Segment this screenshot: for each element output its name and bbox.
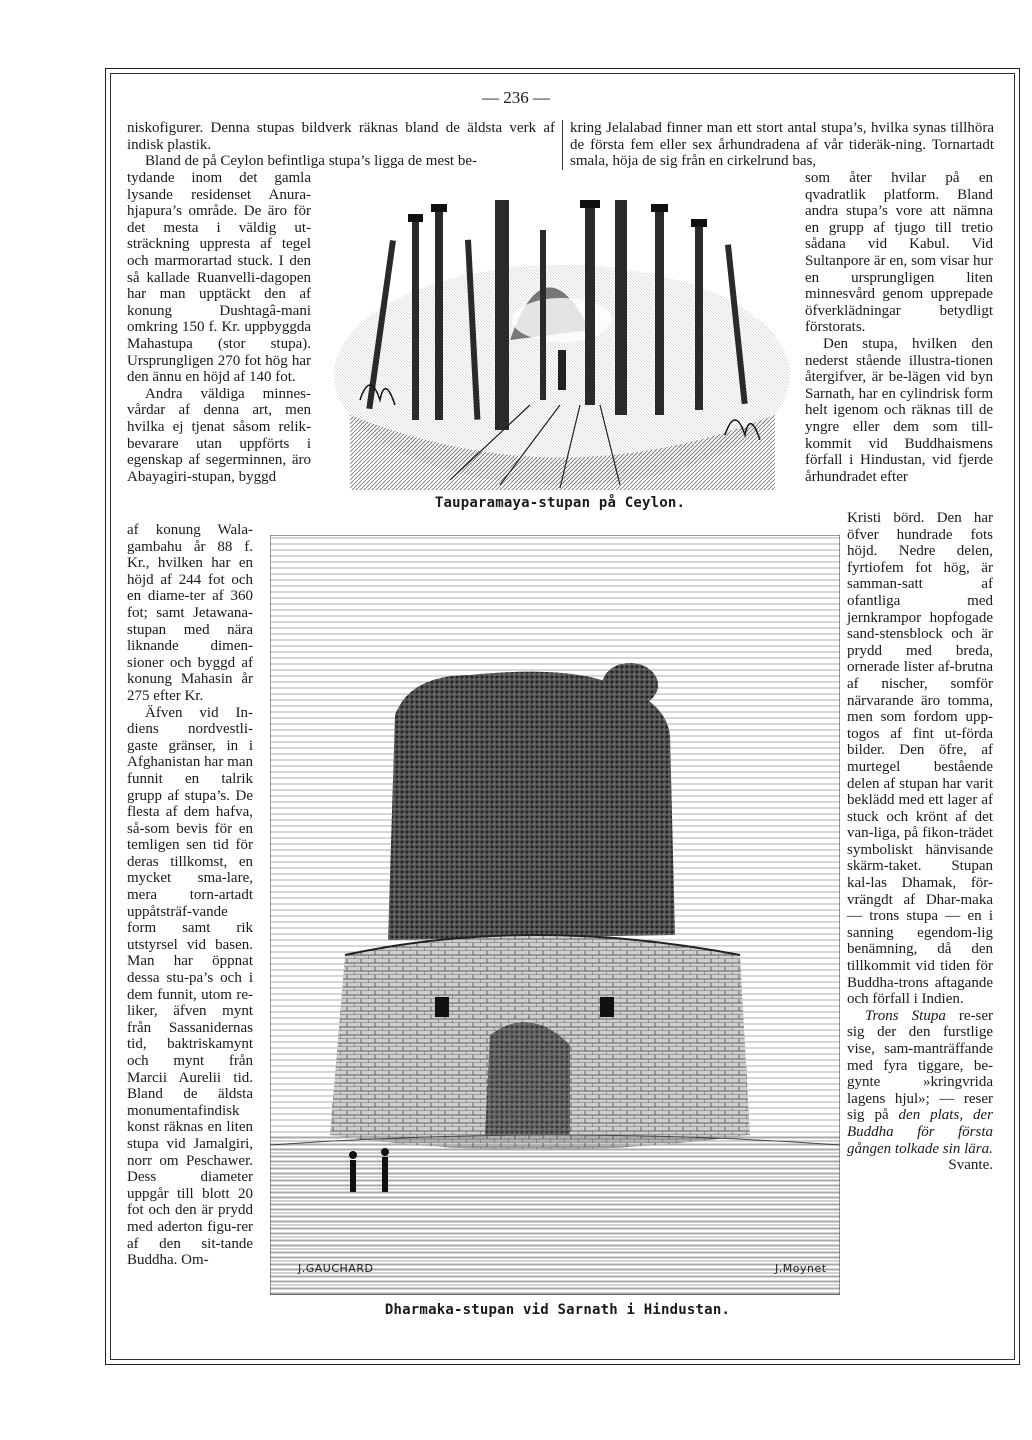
left-column-para: af konung Wala-gambahu år 88 f. Kr., hvilken har en höjd af 244 fot och en diame-ter af 360 fot; samt Jetawana-stupan med nära liknande dimen-sioner och byggd af konung Mahasin år 275 efter Kr. (127, 522, 253, 704)
left-column-lower (127, 522, 253, 1269)
tauparamaya-illustration (330, 200, 795, 490)
header-left-text (127, 120, 555, 170)
author-signature: Svante. (948, 1157, 993, 1174)
header-right-text (570, 120, 994, 170)
right-column-upper (805, 170, 993, 485)
left-column-para: tydande inom det gamla lysande residenset Anura-hjapura’s område. De äro för det mesta i väldig ut-sträckning uppresta af tegel och marmorartad stuck. I den så kallade Ruanvelli-dagopen har man upptäckt den af konung Dushtagâ-mani omkring 150 f. Kr. uppbyggda Mahastupa (stor stupa). Ursprungligen 270 fot hög har den ännu en höjd af 140 fot. (127, 170, 311, 386)
caption-top: Tauparamaya-stupan på Ceylon. (434, 495, 686, 511)
left-column-para: Andra väldiga minnes-vårdar af denna art, men hvilka ej tjenat såsom relik-bevarare utan uppförts i egenskap af segerminnen, äro Abayagiri-stupan, byggd (127, 385, 311, 485)
caption-bottom: Dharmaka-stupan vid Sarnath i Hindustan. (384, 1302, 731, 1318)
right-column-para: Den stupa, hvilken den nederst stående illustra-tionen återgifver, är be-lägen vid byn Sarnath, har en cylindrisk form helt igenom och räknas till de yngre eller dem som till-kommit vid Buddhaismens förfall i Hindustan, vid fjerde århundradet efter (805, 335, 993, 485)
right-column-para: som åter hvilar på en qvadratlik platform. Bland andra stupa’s vore att nämna en grupp af tjugo till tretio sådana vid Kabul. Vid Sultanpore är en, som visar hur en ursprungligen liten minnesvård genom upprepade öfverklädningar betydligt förstorats. (805, 170, 993, 336)
engraver-signature-left: J.GAUCHARD (298, 1262, 374, 1275)
header-left-para-1: niskofigurer. Denna stupas bildverk räknas bland de äldsta verk af indisk plastik. (127, 120, 555, 153)
plain-phrase: re-ser sig der den furstlige vise, sam-manträffande med fyra tiggare, be-gynte »kringvrida lagens hjul»; — reser sig på (847, 1007, 993, 1124)
right-column-para: Kristi börd. Den har öfver hundrade fots höjd. Nedre delen, fyrtiofem fot hög, är samman-satt af ofantliga med jernkrampor hopfogade sand-stensblock och är prydd med breda, ornerade lister af-brutna af nischer, somför närvarande äro tomma, men som fordom upp-togos af fint ut-förda bilder. Den öfre, af murtegel bestående delen af stupan har varit beklädd med ett lager af stuck och krönt af det van-liga, på fikon-trädet symboliskt hänvisande skärm-taket. Stupan kal-las Dhamak, för-vrängdt af Dhar-maka — trons stupa — en i sanning egendom-lig benämning, då den tillkommit vid tiden för Buddha-trons aftagande och förfall i Indien. (847, 510, 993, 1008)
right-column-final-para (847, 1008, 993, 1157)
italic-phrase: Trons Stupa (865, 1007, 946, 1024)
header-right-para: kring Jelalabad finner man ett stort antal stupa’s, hvilka synas tillhöra de första fem eller sex århundradena af vår tideräk-ning. Tornartadt smala, höja de sig från en cirkelrund bas, (570, 120, 994, 170)
left-column-para: Äfven vid In-diens nordvestli-gaste gränser, in i Afghanistan har man funnit en talrik grupp af stupa’s. De flesta af dem hafva, så-som bevis för en temligen sen tid för deras tillkomst, en mycket sma-lare, mera torn-artadt uppåtsträf-vande form samt rik utstyrsel vid basen. Man har öppnat dessa stu-pa’s och i dem funnit, utom re-liker, äfven mynt från Sassanidernas tid, baktriskamynt och mynt från Marcii Aurelii tid. Bland de äldsta monumentafindisk konst räknas en liten stupa vid Jamalgiri, norr om Peschawer. Dess diameter uppgår till blott 20 fot och den är prydd med aderton figu-rer af den sit-tande Buddha. Om- (127, 704, 253, 1269)
dharmaka-stupa-illustration (270, 535, 840, 1295)
left-column-upper (127, 170, 311, 485)
engraver-signature-right: J.Moynet (775, 1262, 827, 1275)
right-column-lower (847, 510, 993, 1174)
header-left-para-2: Bland de på Ceylon befintliga stupa’s ligga de mest be- (145, 153, 478, 170)
column-rule (562, 120, 563, 170)
page-number: — 236 — (482, 88, 550, 107)
italic-phrase: den plats, der Buddha för första gången tolkade sin lära. (847, 1107, 993, 1157)
